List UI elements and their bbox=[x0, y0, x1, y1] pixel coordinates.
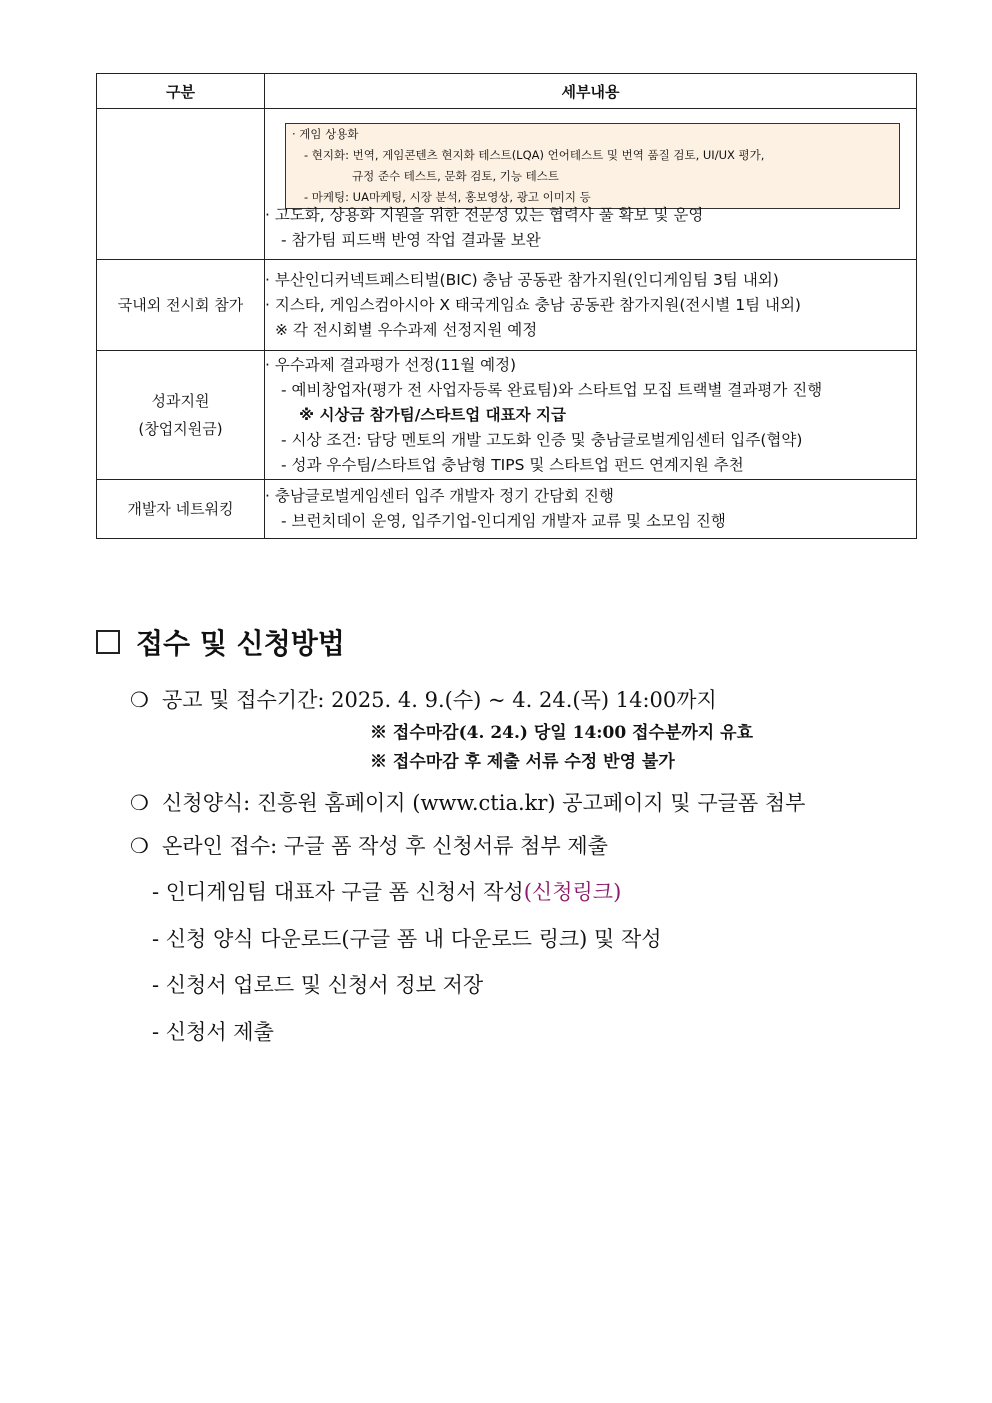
row2-line-1: · 부산인디커넥트페스티벌(BIC) 충남 공동관 참가지원(인디게임팀 3팀 내외) bbox=[265, 270, 779, 289]
row1-line-1: · 고도화, 상용화 지원을 위한 전문성 있는 협력사 풀 확보 및 운영 bbox=[265, 206, 704, 224]
deadline-note-2: ※ 접수마감 후 제출 서류 수정 반영 불가 bbox=[370, 752, 675, 772]
header-category: 구분 bbox=[97, 74, 265, 109]
row3-line-3: ※ 시상금 참가팀/스타트업 대표자 지급 bbox=[299, 405, 566, 424]
header-details: 세부내용 bbox=[265, 74, 917, 109]
row3-line-5: - 성과 우수팀/스타트업 충남형 TIPS 및 스타트업 펀드 연계지원 추천 bbox=[281, 455, 744, 474]
step-3: - 신청서 업로드 및 신청서 정보 저장 bbox=[152, 973, 484, 997]
application-form-text: 신청양식: 진흥원 홈페이지 (www.ctia.kr) 공고페이지 및 구글폼 첨부 bbox=[162, 791, 806, 815]
step-1-text: - 인디게임팀 대표자 구글 폼 신청서 작성 bbox=[152, 880, 524, 904]
online-submission-item bbox=[130, 830, 608, 860]
step-2: - 신청 양식 다운로드(구글 폼 내 다운로드 링크) 및 작성 bbox=[152, 927, 662, 951]
row4-line-1: · 충남글로벌게임센터 입주 개발자 정기 간담회 진행 bbox=[265, 487, 614, 505]
program-detail-table bbox=[96, 73, 917, 539]
commercialization-note-box bbox=[285, 123, 900, 209]
row2-details bbox=[265, 260, 917, 351]
row1-line-2: - 참가팀 피드백 반영 작업 결과물 보완 bbox=[281, 231, 541, 249]
row3-details bbox=[265, 351, 917, 480]
online-submission-text: 온라인 접수: 구글 폼 작성 후 신청서류 첨부 제출 bbox=[162, 834, 608, 858]
row2-category: 국내외 전시회 참가 bbox=[97, 260, 265, 351]
row4-details bbox=[265, 480, 917, 539]
row4-category: 개발자 네트워킹 bbox=[97, 480, 265, 539]
circle-bullet-icon: ❍ bbox=[130, 688, 149, 712]
row3-line-4: - 시상 조건: 담당 멘토의 개발 고도화 인증 및 충남글로벌게임센터 입주(협약) bbox=[281, 430, 803, 449]
application-link[interactable]: (신청링크) bbox=[523, 880, 622, 904]
row3-category-line1: 성과지원 bbox=[151, 392, 210, 410]
row1-details bbox=[265, 109, 917, 260]
step-4: - 신청서 제출 bbox=[152, 1020, 274, 1044]
row3-line-1: · 우수과제 결과평가 선정(11월 예정) bbox=[265, 355, 517, 374]
popup-title: · 게임 상용화 bbox=[292, 127, 359, 141]
row3-category bbox=[97, 351, 265, 480]
application-period-text: 공고 및 접수기간: 2025. 4. 9.(수) ~ 4. 24.(목) 14:00까지 bbox=[162, 688, 717, 712]
circle-bullet-icon: ❍ bbox=[130, 834, 149, 858]
row4-line-2: - 브런치데이 운영, 입주기업-인디게임 개발자 교류 및 소모임 진행 bbox=[281, 512, 726, 530]
checkbox-square-icon bbox=[96, 630, 120, 654]
popup-line-marketing: - 마케팅: UA마케팅, 시장 분석, 홍보영상, 광고 이미지 등 bbox=[304, 190, 591, 204]
application-form-item bbox=[130, 787, 805, 817]
section-title: 접수 및 신청방법 bbox=[136, 627, 345, 660]
deadline-note-1: ※ 접수마감(4. 24.) 당일 14:00 접수분까지 유효 bbox=[370, 723, 753, 743]
row2-line-2: · 지스타, 게임스컴아시아 X 태국게임쇼 충남 공동관 참가지원(전시별 1팀 내외) bbox=[265, 295, 801, 314]
circle-bullet-icon: ❍ bbox=[130, 791, 149, 815]
popup-line-localization-cont: 규정 준수 테스트, 문화 검토, 기능 테스트 bbox=[352, 169, 559, 183]
table-header-row bbox=[97, 74, 917, 109]
row2-line-3: ※ 각 전시회별 우수과제 선정지원 예정 bbox=[275, 320, 538, 339]
table-row bbox=[97, 480, 917, 539]
table-row bbox=[97, 109, 917, 260]
table-row bbox=[97, 260, 917, 351]
step-1 bbox=[152, 876, 621, 906]
table-row bbox=[97, 351, 917, 480]
application-period-item bbox=[130, 684, 717, 714]
section-heading bbox=[96, 622, 345, 662]
row1-category bbox=[97, 109, 265, 260]
row3-category-line2: (창업지원금) bbox=[138, 420, 223, 438]
row3-line-2: - 예비창업자(평가 전 사업자등록 완료팀)와 스타트업 모집 트랙별 결과평가 진행 bbox=[281, 380, 823, 399]
popup-line-localization: - 현지화: 번역, 게임콘텐츠 현지화 테스트(LQA) 언어테스트 및 번역 품질 검토, UI/UX 평가, bbox=[304, 148, 765, 162]
